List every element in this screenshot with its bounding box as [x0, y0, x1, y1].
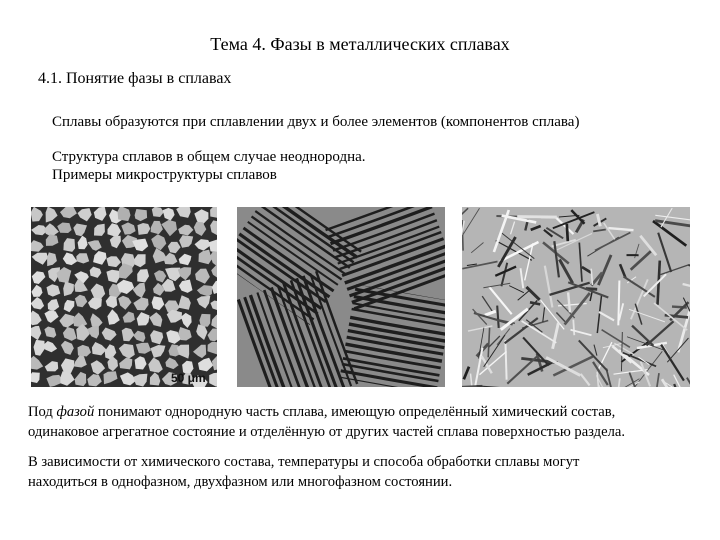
granular-structure-image	[31, 207, 217, 387]
micrograph-lamellar	[237, 207, 445, 387]
scale-bar-label: 50 μm	[171, 371, 206, 385]
phase-states-line1: В зависимости от химического состава, температуры и способа обработки сплавы могут	[28, 454, 580, 470]
intro-structure-line: Структура сплавов в общем случае неоднородна.	[52, 149, 366, 165]
section-heading: 4.1. Понятие фазы в сплавах	[38, 70, 232, 87]
slide-title: Тема 4. Фазы в металлических сплавах	[210, 34, 510, 54]
acicular-structure-image	[462, 207, 690, 387]
phase-definition	[28, 402, 708, 442]
micrograph-granular	[31, 207, 217, 387]
phase-term: фазой	[56, 404, 95, 420]
intro-examples-line: Примеры микроструктуры сплавов	[52, 167, 277, 183]
lamellar-structure-image	[237, 207, 445, 387]
intro-structure	[52, 148, 366, 184]
intro-alloys-formation: Сплавы образуются при сплавлении двух и более элементов (компонентов сплава)	[52, 114, 580, 130]
phase-states	[28, 452, 708, 492]
micrograph-acicular	[462, 207, 690, 387]
phase-definition-line2: одинаковое агрегатное состояние и отделённую от других частей сплава поверхностью раздела.	[28, 424, 625, 440]
phase-definition-line1: Под фазой понимают однородную часть сплава, имеющую определённый химический состав,	[28, 404, 616, 420]
phase-states-line2: находиться в однофазном, двухфазном или многофазном состоянии.	[28, 474, 453, 490]
